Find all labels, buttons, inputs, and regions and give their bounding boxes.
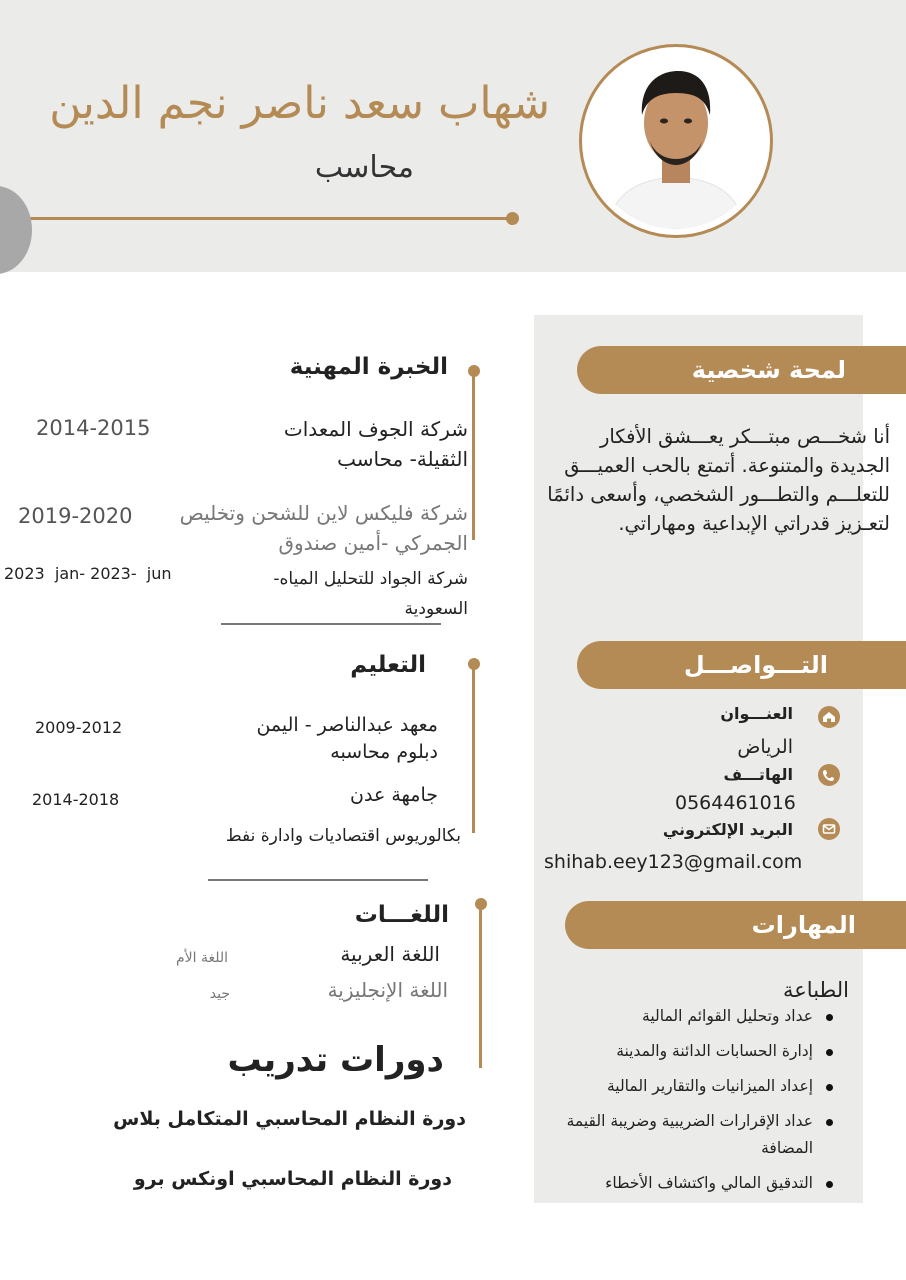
skills-list [540,1003,845,1205]
profile-title-text: لمحة شخصية [691,356,846,384]
skill-item: إدارة الحسابات الدائنة والمدينة [540,1038,845,1065]
languages-timeline-line [479,908,482,1068]
email-label: البريد الإلكتروني [662,820,793,839]
experience-item-years: 2023 jan- 2023- jun [4,564,172,583]
skills-subheading: الطباعة [783,978,849,1002]
phone-value: 0564461016 [675,792,796,814]
email-value: shihab.eey123@gmail.com [544,851,803,873]
experience-item-title: شركة الجواد للتحليل المياه- السعودية [273,569,468,619]
education-item-line2: دبلوم محاسبه [330,741,438,763]
bullet-icon [826,1049,833,1056]
profile-text: أنا شخـــص مبتـــكر يعـــشق الأفكار الجديدة والمتنوعة. أتمتع بالحب العميـــق للتعلـــم والتطـــور الشخصي، وأسعى دائمًا لتعـزيز قدراتي الإبداعية ومهاراتي. [547,425,890,535]
language-name: اللغة الإنجليزية [327,978,448,1002]
header-divider [30,217,510,220]
profile-section-title [577,346,906,394]
experience-timeline-line [472,375,475,540]
bullet-icon [826,1119,833,1126]
job-title: محاسب [314,150,414,185]
education-item-line2: بكالوريوس اقتصاديات وادارة نفط [225,826,461,846]
courses-title: دورات تدريب [227,1040,444,1080]
header-divider-dot [506,212,519,225]
contact-section-title [577,641,906,689]
education-item-years: 2009-2012 [35,718,123,737]
bullet-icon [826,1181,833,1188]
skill-item: إعداد الميزانيات والتقارير المالية [540,1073,845,1100]
bullet-icon [826,1014,833,1021]
education-item-line1: معهد عبدالناصر - اليمن [256,714,438,736]
skill-item: عداد وتحليل القوائم المالية [540,1003,845,1030]
education-item-years: 2014-2018 [32,790,120,809]
language-name: اللغة العربية [340,942,440,966]
experience-item-years: 2014-2015 [36,416,151,440]
experience-title: الخبرة المهنية [289,354,448,380]
phone-icon [818,764,840,786]
skills-title-text: المهارات [751,911,856,939]
experience-item-title: شركة الجوف المعدات الثقيلة- محاسب [283,417,468,471]
languages-title: اللغـــات [354,902,449,928]
skills-section-title [565,901,906,949]
email-icon [818,818,840,840]
profile-photo [588,53,764,229]
address-label: العنـــوان [720,704,793,723]
phone-label: الهاتـــف [723,765,793,784]
experience-item-title: شركة فليكس لاين للشحن وتخليص الجمركي -أمين صندوق [179,501,468,555]
bullet-icon [826,1084,833,1091]
home-icon [818,706,840,728]
address-value: الرياض [737,736,793,758]
section-divider [221,623,441,625]
education-title: التعليم [350,652,426,678]
course-item: دورة النظام المحاسبي المتكامل بلاس [113,1108,466,1130]
person-avatar-icon [588,53,764,229]
section-divider [208,879,428,881]
experience-item-years: 2019-2020 [18,504,133,528]
person-name: شهاب سعد ناصر نجم الدين [49,78,550,129]
language-level: جيد [209,986,230,1002]
skill-item: عداد الإقرارات الضريبية وضريبة القيمة المضافة [540,1108,845,1162]
education-timeline-line [472,668,475,833]
skill-item: التدقيق المالي واكتشاف الأخطاء [540,1170,845,1197]
education-item-line1: جامهة عدن [350,784,438,806]
course-item: دورة النظام المحاسبي اونكس برو [133,1168,452,1190]
contact-title-text: التـــواصـــل [683,651,828,679]
language-level: اللغة الأم [175,950,228,966]
